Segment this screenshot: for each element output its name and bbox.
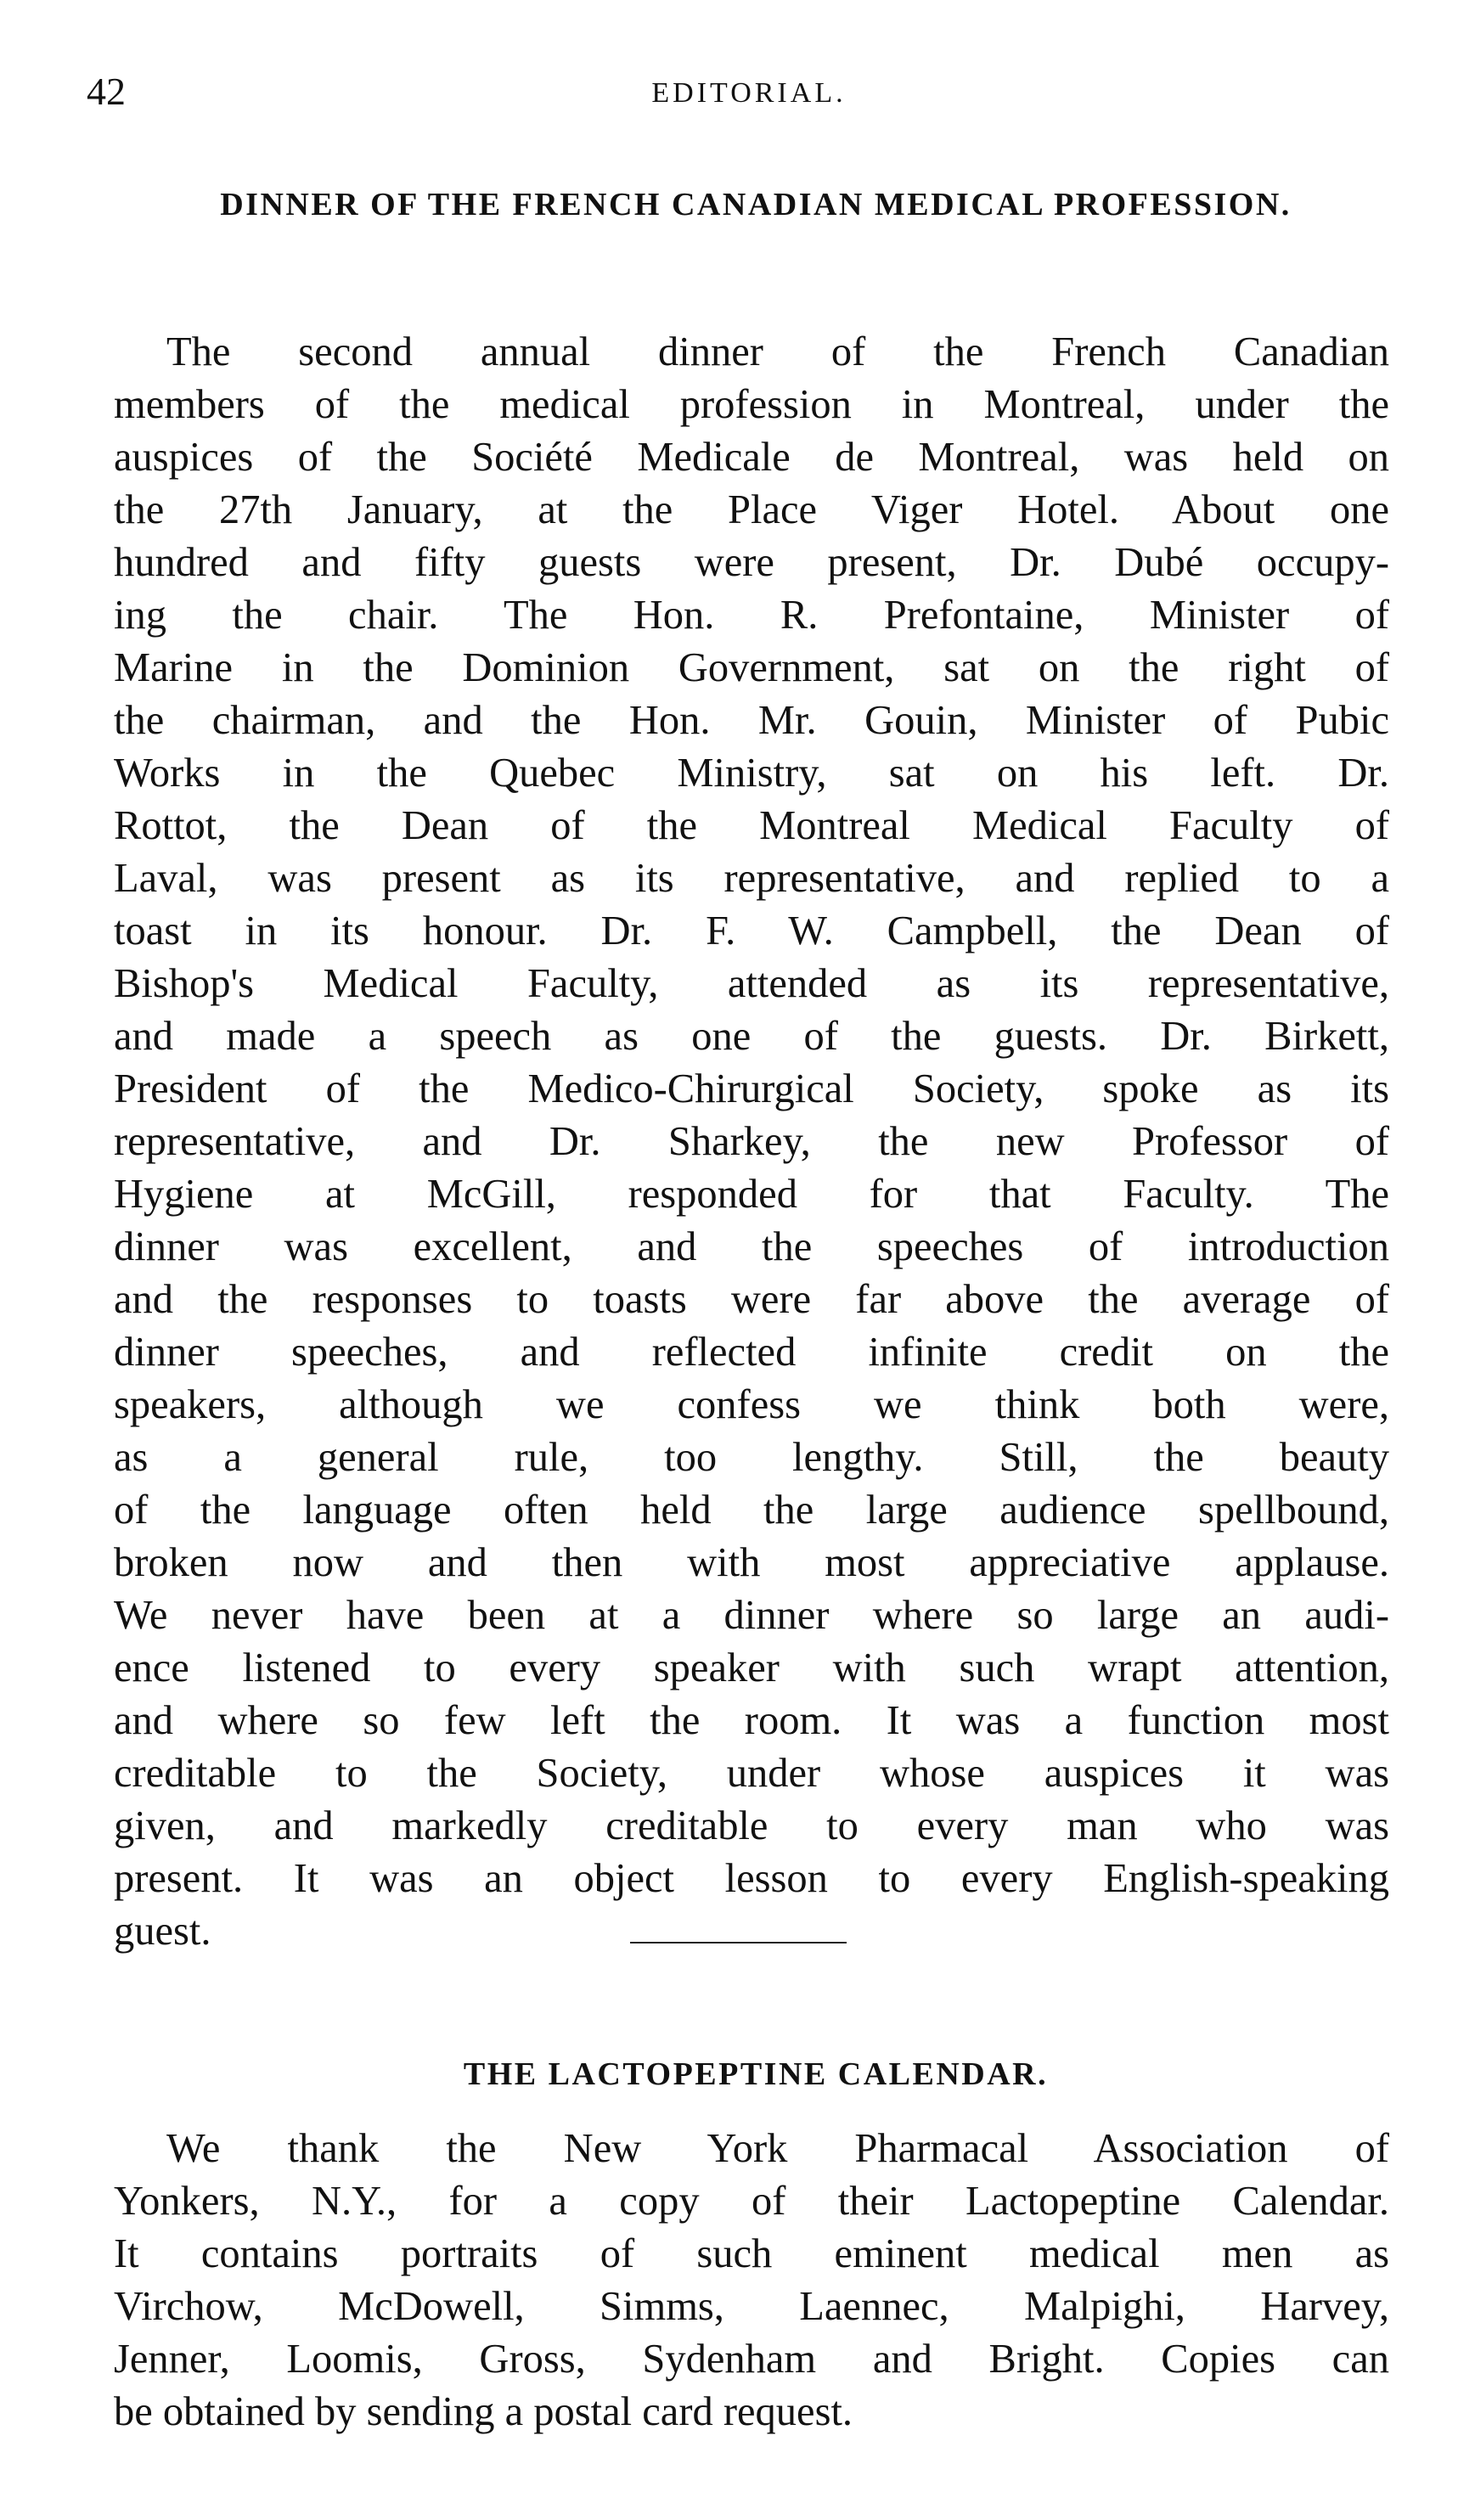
body-line: ing the chair. The Hon. R. Prefontaine, Minister of <box>114 593 1389 638</box>
body-line: as a general rule, too lengthy. Still, the beauty <box>114 1435 1389 1480</box>
body-line: toast in its honour. Dr. F. W. Campbell, the Dean of <box>114 908 1389 953</box>
body-line: auspices of the Société Medicale de Montreal, was held on <box>114 435 1389 480</box>
body-line: broken now and then with most appreciative applause. <box>114 1540 1389 1585</box>
body-line: given, and markedly creditable to every man who was <box>114 1803 1389 1848</box>
body-line: dinner was excellent, and the speeches of introduction <box>114 1224 1389 1269</box>
body-line: and where so few left the room. It was a function most <box>114 1698 1389 1743</box>
body-line: and the responses to toasts were far above the average of <box>114 1277 1389 1322</box>
body-line: Bishop's Medical Faculty, attended as its representative, <box>114 961 1389 1006</box>
body-line: Rottot, the Dean of the Montreal Medical Faculty of <box>114 803 1389 848</box>
body-line: speakers, although we confess we think both were, <box>114 1382 1389 1427</box>
body-line: be obtained by sending a postal card request. <box>114 2389 853 2434</box>
page-number: 42 <box>87 70 126 113</box>
body-line: ence listened to every speaker with such wrapt attention, <box>114 1645 1389 1690</box>
body-line: the chairman, and the Hon. Mr. Gouin, Minister of Pubic <box>114 698 1389 743</box>
body-line: We never have been at a dinner where so large an audi- <box>114 1593 1389 1638</box>
body-line: Jenner, Loomis, Gross, Sydenham and Bright. Copies can <box>114 2337 1389 2382</box>
body-line: hundred and fifty guests were present, Dr. Dubé occupy- <box>114 540 1389 585</box>
article-title-calendar: THE LACTOPEPTINE CALENDAR. <box>463 2056 1049 2092</box>
body-line: President of the Medico-Chirurgical Society, spoke as its <box>114 1066 1389 1111</box>
body-line: Hygiene at McGill, responded for that Faculty. The <box>114 1172 1389 1217</box>
running-head: EDITORIAL. <box>651 77 847 109</box>
body-line: dinner speeches, and reflected infinite credit on the <box>114 1330 1389 1375</box>
body-line: Yonkers, N.Y., for a copy of their Lactopeptine Calendar. <box>114 2179 1389 2224</box>
body-line: present. It was an object lesson to every English-speaking <box>114 1856 1389 1901</box>
article-title-dinner: DINNER OF THE FRENCH CANADIAN MEDICAL PROFESSION. <box>220 187 1292 222</box>
body-line: representative, and Dr. Sharkey, the new Professor of <box>114 1119 1389 1164</box>
body-line: We thank the New York Pharmacal Association of <box>166 2126 1389 2171</box>
body-line: Virchow, McDowell, Simms, Laennec, Malpighi, Harvey, <box>114 2284 1389 2329</box>
body-line: Laval, was present as its representative, and replied to a <box>114 856 1389 901</box>
body-line: guest. <box>114 1909 211 1954</box>
body-line: The second annual dinner of the French Canadian <box>166 329 1389 374</box>
body-line: the 27th January, at the Place Viger Hotel. About one <box>114 487 1389 532</box>
page-header <box>87 66 1411 117</box>
body-line: members of the medical profession in Montreal, under the <box>114 382 1389 427</box>
body-line: of the language often held the large audience spellbound, <box>114 1488 1389 1533</box>
body-line: Marine in the Dominion Government, sat on the right of <box>114 645 1389 690</box>
section-divider <box>630 1942 847 1943</box>
body-line: and made a speech as one of the guests. Dr. Birkett, <box>114 1014 1389 1059</box>
body-line: Works in the Quebec Ministry, sat on his left. Dr. <box>114 751 1389 796</box>
body-line: creditable to the Society, under whose auspices it was <box>114 1751 1389 1796</box>
body-line: It contains portraits of such eminent medical men as <box>114 2231 1389 2276</box>
